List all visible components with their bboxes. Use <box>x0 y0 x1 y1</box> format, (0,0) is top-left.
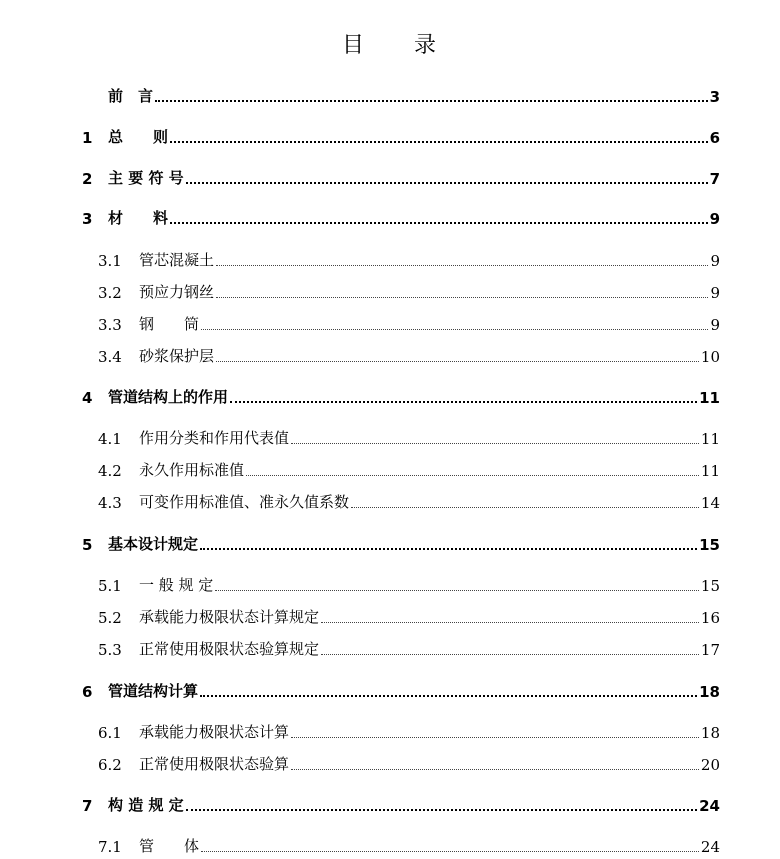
toc-entry-number: 3.1 <box>98 252 122 270</box>
toc-entry-number: 3.3 <box>98 316 122 334</box>
toc-entry-number: 3.2 <box>98 284 122 302</box>
toc-entry-label: 一 般 规 定 <box>139 576 214 594</box>
dot-leader <box>351 507 699 508</box>
toc-entry-number: 7 <box>82 797 93 815</box>
toc-entry-page: 9 <box>710 284 720 302</box>
toc-entry-label: 构 造 规 定 <box>108 796 184 814</box>
dot-leader <box>321 622 699 623</box>
toc-entry-page: 15 <box>700 577 720 595</box>
dot-leader <box>291 443 699 444</box>
toc-entry-section-4-1[interactable] <box>98 426 720 448</box>
toc-entry-label: 基本设计规定 <box>108 535 199 553</box>
toc-entry-chapter-3[interactable] <box>82 206 720 228</box>
toc-entry-page: 6 <box>709 129 720 147</box>
dot-leader <box>186 182 708 184</box>
toc-entry-number: 4.1 <box>98 430 122 448</box>
toc-entry-section-5-3[interactable] <box>98 637 720 659</box>
toc-entry-number: 7.1 <box>98 838 122 856</box>
toc-entry-chapter-7[interactable] <box>82 793 720 815</box>
dot-leader <box>230 401 697 403</box>
toc-entry-number: 1 <box>82 129 93 147</box>
dot-leader <box>186 809 697 811</box>
toc-entry-section-5-2[interactable] <box>98 605 720 627</box>
toc-entry-page: 11 <box>700 462 720 480</box>
dot-leader <box>201 329 708 330</box>
toc-entry-label: 主 要 符 号 <box>108 169 184 187</box>
toc-entry-label: 可变作用标准值、准永久值系数 <box>139 493 350 511</box>
toc-entry-page: 3 <box>709 88 720 106</box>
toc-entry-label: 作用分类和作用代表值 <box>139 429 290 447</box>
toc-entry-number: 6.1 <box>98 724 122 742</box>
toc-entry-page: 10 <box>700 348 720 366</box>
toc-entry-chapter-1[interactable] <box>82 125 720 147</box>
toc-entry-number: 5.3 <box>98 641 122 659</box>
toc-entry-page: 9 <box>710 252 720 270</box>
toc-entry-label: 管道结构计算 <box>108 682 199 700</box>
toc-entry-page: 24 <box>699 797 720 815</box>
toc-entry-label: 总 则 <box>108 128 169 146</box>
page-title: 目 录 <box>341 33 438 58</box>
toc-entry-label: 承载能力极限状态计算 <box>139 723 290 741</box>
toc-entry-label: 管道结构上的作用 <box>108 388 229 406</box>
toc-entry-number: 4.3 <box>98 494 122 512</box>
toc-entry-label: 前 言 <box>108 87 154 105</box>
toc-entry-chapter-5[interactable] <box>82 532 720 554</box>
dot-leader <box>216 265 708 266</box>
toc-entry-label: 材 料 <box>108 209 169 227</box>
toc-entry-section-3-2[interactable] <box>98 280 720 302</box>
toc-entry-page: 20 <box>700 756 720 774</box>
toc-entry-page: 9 <box>710 316 720 334</box>
toc-entry-label: 砂浆保护层 <box>139 347 215 365</box>
toc-entry-label: 正常使用极限状态验算规定 <box>139 640 320 658</box>
dot-leader <box>201 851 699 852</box>
toc-entry-label: 预应力钢丝 <box>139 283 215 301</box>
dot-leader <box>321 654 699 655</box>
toc-entry-chapter-2[interactable] <box>82 166 720 188</box>
toc-entry-section-3-1[interactable] <box>98 248 720 270</box>
toc-entry-section-4-2[interactable] <box>98 458 720 480</box>
toc-entry-preface[interactable] <box>82 84 720 106</box>
toc-entry-page: 9 <box>709 210 720 228</box>
toc-entry-number: 5.1 <box>98 577 122 595</box>
toc-entry-section-3-3[interactable] <box>98 312 720 334</box>
toc-entry-number: 2 <box>82 170 93 188</box>
toc-entry-number: 3.4 <box>98 348 122 366</box>
toc-entry-section-6-2[interactable] <box>98 752 720 774</box>
dot-leader <box>216 297 708 298</box>
toc-entry-number: 3 <box>82 210 93 228</box>
toc-entry-number: 5 <box>82 536 93 554</box>
toc-entry-label: 钢 筒 <box>139 315 200 333</box>
dot-leader <box>155 100 708 102</box>
toc-entry-chapter-6[interactable] <box>82 679 720 701</box>
toc-entry-section-5-1[interactable] <box>98 573 720 595</box>
toc-entry-label: 管 体 <box>139 837 200 855</box>
toc-entry-page: 14 <box>700 494 720 512</box>
dot-leader <box>291 737 699 738</box>
dot-leader <box>291 769 699 770</box>
toc-entry-page: 24 <box>700 838 720 856</box>
dot-leader <box>216 361 699 362</box>
toc-entry-page: 15 <box>699 536 720 554</box>
toc-entry-label: 承载能力极限状态计算规定 <box>139 608 320 626</box>
toc-entry-label: 正常使用极限状态验算 <box>139 755 290 773</box>
toc-entry-section-3-4[interactable] <box>98 344 720 366</box>
toc-entry-number: 5.2 <box>98 609 122 627</box>
toc-entry-page: 18 <box>699 683 720 701</box>
toc-entry-number: 6 <box>82 683 93 701</box>
toc-entry-page: 11 <box>699 389 720 407</box>
toc-entry-page: 18 <box>700 724 720 742</box>
toc-entry-section-6-1[interactable] <box>98 720 720 742</box>
dot-leader <box>200 695 697 697</box>
toc-entry-label: 永久作用标准值 <box>139 461 245 479</box>
dot-leader <box>170 141 708 143</box>
dot-leader <box>170 222 708 224</box>
toc-entry-chapter-4[interactable] <box>82 385 720 407</box>
toc-entry-number: 4 <box>82 389 93 407</box>
toc-entry-section-4-3[interactable] <box>98 490 720 512</box>
toc-entry-label: 管芯混凝土 <box>139 251 215 269</box>
dot-leader <box>246 475 699 476</box>
toc-entry-number: 6.2 <box>98 756 122 774</box>
toc-entry-page: 17 <box>700 641 720 659</box>
toc-entry-page: 16 <box>700 609 720 627</box>
toc-entry-page: 7 <box>709 170 720 188</box>
toc-entry-page: 11 <box>700 430 720 448</box>
dot-leader <box>215 590 699 591</box>
dot-leader <box>200 548 697 550</box>
toc-entry-section-7-1[interactable] <box>98 834 720 856</box>
toc-entry-number: 4.2 <box>98 462 122 480</box>
